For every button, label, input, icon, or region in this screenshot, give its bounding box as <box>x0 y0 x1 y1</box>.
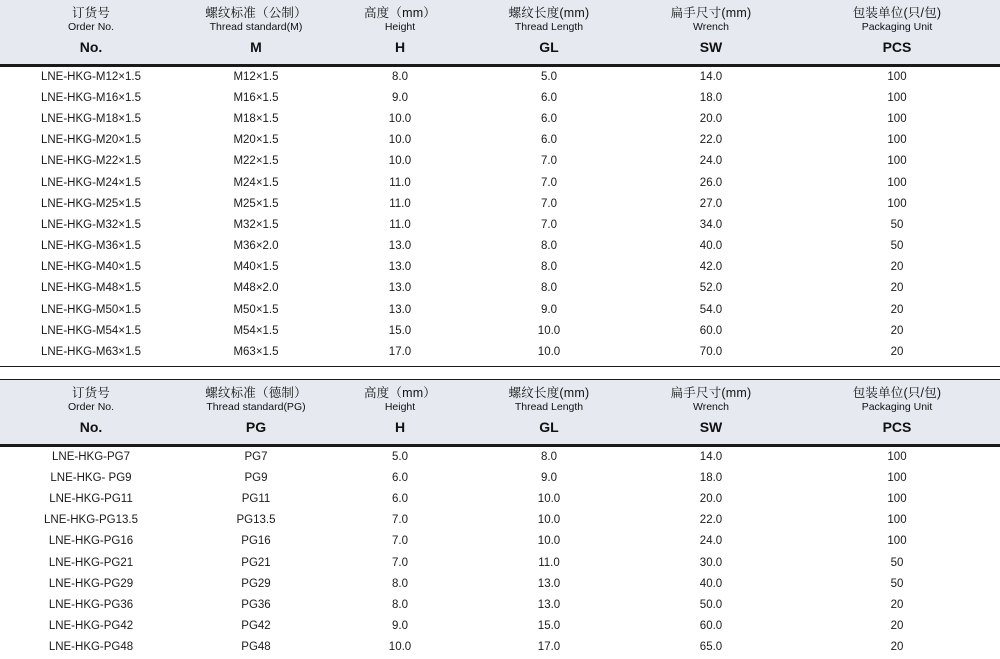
cell-thread-standard: M54×1.5 <box>233 324 279 337</box>
cell-height: 15.0 <box>388 324 412 337</box>
table-row <box>0 257 1000 278</box>
cell-order-no: LNE-HKG-PG48 <box>48 641 134 654</box>
cell-wrench: 50.0 <box>699 599 723 612</box>
cell-height: 13.0 <box>388 240 412 253</box>
cell-order-no: LNE-HKG-M54×1.5 <box>40 324 142 337</box>
cell-packaging-unit: 100 <box>887 535 907 548</box>
header-cell-wrench <box>628 380 794 420</box>
header-cn-thread-length: 螺纹长度(mm) <box>508 386 590 401</box>
table-row <box>0 637 1000 658</box>
cell-wrench: 54.0 <box>699 303 723 316</box>
header-cell-packaging-unit <box>794 0 1000 40</box>
cell-order-no: LNE-HKG- PG9 <box>50 471 132 484</box>
cell-thread-length: 6.0 <box>541 112 557 125</box>
header-cell-height <box>330 380 470 420</box>
header-en-thread-length: Thread Length <box>514 401 584 414</box>
cell-packaging-unit: 20 <box>890 282 904 295</box>
cell-wrench: 70.0 <box>699 346 723 359</box>
table-row <box>0 321 1000 342</box>
cell-wrench: 14.0 <box>699 450 723 463</box>
cell-thread-length: 10.0 <box>537 346 561 359</box>
cell-thread-length: 8.0 <box>541 240 557 253</box>
header-en-packaging-unit: Packaging Unit <box>861 401 933 414</box>
cell-wrench: 65.0 <box>699 641 723 654</box>
table-row <box>0 130 1000 151</box>
header-cn-packaging-unit: 包装单位(只/包) <box>852 386 942 401</box>
cell-height: 6.0 <box>392 471 408 484</box>
cell-thread-standard: M36×2.0 <box>233 240 279 253</box>
cell-order-no: LNE-HKG-M24×1.5 <box>40 176 142 189</box>
pg-table-body <box>0 447 1000 659</box>
header-cell-thread-standard <box>182 0 330 40</box>
cell-thread-standard: PG29 <box>241 577 271 590</box>
cell-order-no: LNE-HKG-PG21 <box>48 556 134 569</box>
cell-thread-standard: PG42 <box>241 620 271 633</box>
cell-thread-length: 10.0 <box>537 324 561 337</box>
cell-thread-standard: M16×1.5 <box>233 91 279 104</box>
header-cell-packaging-unit <box>794 380 1000 420</box>
cell-order-no: LNE-HKG-M25×1.5 <box>40 197 142 210</box>
cell-thread-length: 15.0 <box>537 620 561 633</box>
header-sym-height: H <box>330 40 470 64</box>
cell-wrench: 40.0 <box>699 577 723 590</box>
cell-wrench: 22.0 <box>699 514 723 527</box>
header-en-order-no: Order No. <box>67 21 115 33</box>
cell-thread-standard: M48×2.0 <box>233 282 279 295</box>
cell-wrench: 42.0 <box>699 261 723 274</box>
cell-order-no: LNE-HKG-PG29 <box>48 577 134 590</box>
header-en-wrench: Wrench <box>693 21 729 33</box>
cell-height: 6.0 <box>392 493 408 506</box>
metric-table-header <box>0 0 1000 64</box>
header-sym-wrench: SW <box>628 420 794 444</box>
cell-order-no: LNE-HKG-M12×1.5 <box>40 70 142 83</box>
header-cell-order-no <box>0 380 182 420</box>
header-sym-wrench: SW <box>628 40 794 64</box>
metric-table-body <box>0 67 1000 364</box>
pg-spec-table <box>0 380 1000 444</box>
table-row <box>0 447 1000 468</box>
cell-order-no: LNE-HKG-M50×1.5 <box>40 303 142 316</box>
cell-wrench: 40.0 <box>699 240 723 253</box>
cell-height: 5.0 <box>392 450 408 463</box>
cell-thread-length: 8.0 <box>541 261 557 274</box>
header-cell-wrench <box>628 0 794 40</box>
cell-thread-length: 6.0 <box>541 91 557 104</box>
metric-rows <box>0 67 1000 364</box>
header-cell-thread-length <box>470 380 628 420</box>
header-en-thread-standard: Thread standard(M) <box>209 21 303 33</box>
header-cell-height <box>330 0 470 40</box>
cell-thread-length: 13.0 <box>537 577 561 590</box>
cell-wrench: 24.0 <box>699 535 723 548</box>
cell-height: 11.0 <box>389 218 411 231</box>
table-row <box>0 215 1000 236</box>
header-sym-thread-standard: M <box>182 40 330 64</box>
cell-thread-standard: M63×1.5 <box>233 346 279 359</box>
header-sym-order-no: No. <box>0 40 182 64</box>
header-cn-height: 高度（mm） <box>363 6 437 20</box>
cell-height: 9.0 <box>392 91 408 104</box>
cell-height: 7.0 <box>392 556 408 569</box>
cell-wrench: 26.0 <box>699 176 723 189</box>
cell-order-no: LNE-HKG-PG11 <box>49 493 133 506</box>
table-row <box>0 278 1000 299</box>
pg-rows <box>0 447 1000 659</box>
cell-thread-length: 10.0 <box>537 493 561 506</box>
cell-height: 13.0 <box>388 261 412 274</box>
header-cell-order-no <box>0 0 182 40</box>
cell-wrench: 18.0 <box>699 91 723 104</box>
cell-height: 8.0 <box>392 599 408 612</box>
header-cn-thread-standard: 螺纹标准（德制） <box>205 386 307 401</box>
cell-packaging-unit: 20 <box>890 324 904 337</box>
cell-thread-length: 10.0 <box>537 535 561 548</box>
cell-order-no: LNE-HKG-M40×1.5 <box>40 261 142 274</box>
cell-thread-standard: PG11 <box>241 493 271 506</box>
cell-thread-length: 7.0 <box>541 155 557 168</box>
cell-packaging-unit: 100 <box>887 134 907 147</box>
cell-wrench: 30.0 <box>699 556 723 569</box>
cell-packaging-unit: 20 <box>890 346 904 359</box>
cell-packaging-unit: 50 <box>890 556 904 569</box>
cell-packaging-unit: 100 <box>887 514 907 527</box>
header-en-packaging-unit: Packaging Unit <box>861 21 933 33</box>
cell-thread-length: 8.0 <box>541 450 557 463</box>
cell-packaging-unit: 100 <box>887 91 907 104</box>
cell-height: 10.0 <box>388 112 412 125</box>
cell-height: 11.0 <box>389 176 411 189</box>
cell-thread-length: 7.0 <box>541 218 557 231</box>
cell-thread-standard: M18×1.5 <box>233 112 279 125</box>
header-sym-order-no: No. <box>0 420 182 444</box>
table-row <box>0 194 1000 215</box>
cell-order-no: LNE-HKG-M32×1.5 <box>40 218 142 231</box>
cell-thread-standard: PG16 <box>241 535 271 548</box>
cell-height: 10.0 <box>388 641 412 654</box>
cell-order-no: LNE-HKG-M36×1.5 <box>40 240 142 253</box>
header-cn-wrench: 扁手尺寸(mm) <box>670 386 752 401</box>
table-row <box>0 342 1000 363</box>
table-row <box>0 151 1000 172</box>
cell-wrench: 27.0 <box>699 197 723 210</box>
cell-thread-standard: M24×1.5 <box>233 176 279 189</box>
cell-packaging-unit: 20 <box>890 620 904 633</box>
cell-packaging-unit: 100 <box>887 70 907 83</box>
cell-thread-standard: M50×1.5 <box>233 303 279 316</box>
header-sym-thread-length: GL <box>470 420 628 444</box>
table-row <box>0 595 1000 616</box>
cell-height: 17.0 <box>388 346 412 359</box>
cell-height: 10.0 <box>388 155 412 168</box>
cell-order-no: LNE-HKG-PG42 <box>48 620 134 633</box>
metric-spec-table <box>0 0 1000 64</box>
cell-thread-standard: M40×1.5 <box>233 261 279 274</box>
header-sym-thread-length: GL <box>470 40 628 64</box>
header-cn-thread-standard: 螺纹标准（公制） <box>205 6 307 20</box>
cell-packaging-unit: 20 <box>890 303 904 316</box>
header-sym-height: H <box>330 420 470 444</box>
table-row <box>0 531 1000 552</box>
cell-thread-length: 7.0 <box>541 197 557 210</box>
cell-height: 9.0 <box>392 620 408 633</box>
cell-order-no: LNE-HKG-M20×1.5 <box>40 134 142 147</box>
header-row-labels <box>0 0 1000 40</box>
cell-order-no: LNE-HKG-M48×1.5 <box>40 282 142 295</box>
cell-wrench: 20.0 <box>699 112 723 125</box>
cell-thread-standard: M12×1.5 <box>233 70 279 83</box>
cell-thread-length: 5.0 <box>541 70 557 83</box>
cell-thread-standard: PG9 <box>244 471 268 484</box>
cell-thread-standard: PG7 <box>244 450 268 463</box>
cell-thread-length: 9.0 <box>541 303 557 316</box>
cell-height: 13.0 <box>388 282 412 295</box>
cell-thread-standard: M32×1.5 <box>233 218 279 231</box>
cell-height: 7.0 <box>392 535 408 548</box>
cell-packaging-unit: 100 <box>887 155 907 168</box>
header-row-symbols <box>0 420 1000 444</box>
table-row <box>0 574 1000 595</box>
header-en-height: Height <box>384 21 416 33</box>
header-cell-thread-length <box>470 0 628 40</box>
cell-packaging-unit: 100 <box>887 471 907 484</box>
cell-thread-standard: PG13.5 <box>236 514 276 527</box>
cell-thread-standard: PG21 <box>241 556 271 569</box>
cell-thread-standard: PG36 <box>241 599 271 612</box>
cell-wrench: 52.0 <box>699 282 723 295</box>
cell-order-no: LNE-HKG-M63×1.5 <box>40 346 142 359</box>
cell-thread-standard: M25×1.5 <box>233 197 279 210</box>
cell-packaging-unit: 50 <box>890 577 904 590</box>
cell-wrench: 14.0 <box>699 70 723 83</box>
header-cn-order-no: 订货号 <box>71 6 111 20</box>
header-en-thread-standard: Thread standard(PG) <box>206 401 306 414</box>
table-row <box>0 553 1000 574</box>
header-cell-thread-standard <box>182 380 330 420</box>
cell-height: 10.0 <box>388 134 412 147</box>
cell-thread-length: 17.0 <box>537 641 561 654</box>
cell-wrench: 60.0 <box>699 620 723 633</box>
cell-thread-standard: PG48 <box>241 641 271 654</box>
header-row-symbols <box>0 40 1000 64</box>
table-row <box>0 489 1000 510</box>
cell-wrench: 24.0 <box>699 155 723 168</box>
table-row <box>0 468 1000 489</box>
cell-thread-length: 11.0 <box>538 556 560 569</box>
cell-thread-length: 8.0 <box>541 282 557 295</box>
header-cn-thread-length: 螺纹长度(mm) <box>508 6 590 20</box>
cell-packaging-unit: 100 <box>887 176 907 189</box>
cell-packaging-unit: 20 <box>890 641 904 654</box>
cell-thread-standard: M22×1.5 <box>233 155 279 168</box>
cell-order-no: LNE-HKG-M22×1.5 <box>40 155 142 168</box>
cell-order-no: LNE-HKG-PG13.5 <box>44 514 138 527</box>
cell-order-no: LNE-HKG-M16×1.5 <box>40 91 142 104</box>
table-row <box>0 300 1000 321</box>
header-cn-height: 高度（mm） <box>363 386 437 401</box>
cell-wrench: 22.0 <box>699 134 723 147</box>
cell-thread-length: 7.0 <box>541 176 557 189</box>
header-sym-packaging-unit: PCS <box>794 40 1000 64</box>
cell-packaging-unit: 50 <box>890 218 904 231</box>
cell-thread-standard: M20×1.5 <box>233 134 279 147</box>
cell-wrench: 60.0 <box>699 324 723 337</box>
header-sym-thread-standard: PG <box>182 420 330 444</box>
pg-table-header <box>0 380 1000 444</box>
table-row <box>0 172 1000 193</box>
header-cn-packaging-unit: 包装单位(只/包) <box>852 6 942 20</box>
cell-packaging-unit: 100 <box>887 197 907 210</box>
table-row <box>0 236 1000 257</box>
cell-order-no: LNE-HKG-PG16 <box>48 535 134 548</box>
cell-wrench: 18.0 <box>699 471 723 484</box>
header-cn-order-no: 订货号 <box>71 386 111 401</box>
cell-wrench: 34.0 <box>699 218 723 231</box>
table-row <box>0 616 1000 637</box>
header-sym-packaging-unit: PCS <box>794 420 1000 444</box>
cell-thread-length: 10.0 <box>537 514 561 527</box>
table-row <box>0 510 1000 531</box>
header-row-labels <box>0 380 1000 420</box>
cell-packaging-unit: 100 <box>887 112 907 125</box>
cell-packaging-unit: 20 <box>890 261 904 274</box>
header-en-wrench: Wrench <box>693 401 729 414</box>
cell-thread-length: 13.0 <box>537 599 561 612</box>
cell-packaging-unit: 50 <box>890 240 904 253</box>
header-en-thread-length: Thread Length <box>514 21 584 33</box>
cell-packaging-unit: 100 <box>887 450 907 463</box>
header-en-height: Height <box>384 401 416 414</box>
cell-packaging-unit: 100 <box>887 493 907 506</box>
cell-height: 11.0 <box>389 197 411 210</box>
cell-thread-length: 6.0 <box>541 134 557 147</box>
cell-packaging-unit: 20 <box>890 599 904 612</box>
cell-thread-length: 9.0 <box>541 471 557 484</box>
cell-order-no: LNE-HKG-PG7 <box>52 450 130 463</box>
header-en-order-no: Order No. <box>67 401 115 414</box>
table-row <box>0 67 1000 88</box>
table-row <box>0 109 1000 130</box>
cell-wrench: 20.0 <box>699 493 723 506</box>
cell-height: 8.0 <box>392 70 408 83</box>
table-gap <box>0 367 1000 379</box>
header-cn-wrench: 扁手尺寸(mm) <box>670 6 752 20</box>
cell-height: 7.0 <box>392 514 408 527</box>
cell-height: 8.0 <box>392 577 408 590</box>
cell-height: 13.0 <box>388 303 412 316</box>
cell-order-no: LNE-HKG-PG36 <box>48 599 134 612</box>
table-row <box>0 88 1000 109</box>
cell-order-no: LNE-HKG-M18×1.5 <box>40 112 142 125</box>
